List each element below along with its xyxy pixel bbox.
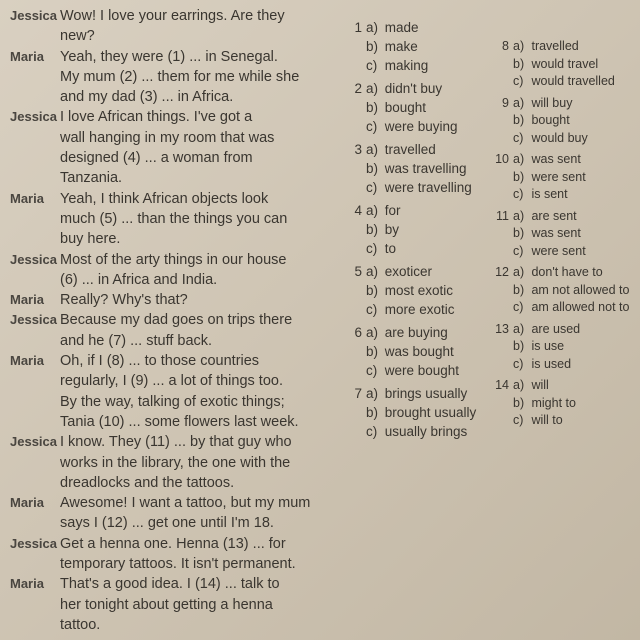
answer-option (487, 112, 637, 130)
option-text: am allowed not to (528, 300, 630, 314)
answer-option (340, 98, 490, 117)
question-item (487, 321, 637, 374)
question-item (487, 95, 637, 148)
dialogue-line: Because my dad goes on trips there (60, 312, 293, 329)
answer-option (487, 356, 637, 374)
question-number: 6 (354, 325, 362, 340)
answer-option (487, 186, 637, 204)
answer-option (340, 300, 490, 319)
answer-option (340, 361, 490, 380)
option-letter: a) (366, 203, 379, 218)
option-letter: c) (366, 424, 378, 439)
option-text: would travelled (528, 74, 615, 88)
dialogue-line: Oh, if I (8) ... to those countries (60, 353, 260, 370)
option-text: most exotic (381, 283, 454, 298)
dialogue-line: and he (7) ... stuff back. (60, 332, 213, 349)
dialogue-line: That's a good idea. I (14) ... talk to (60, 576, 280, 593)
speaker-name: Jessica (10, 434, 57, 450)
dialogue-line: buy here. (60, 231, 121, 248)
speaker-name: Jessica (10, 312, 57, 328)
question-number: 4 (354, 203, 362, 218)
question-number: 13 (495, 321, 509, 336)
option-letter: b) (513, 169, 525, 184)
option-text: brings usually (381, 386, 468, 401)
speaker-name: Maria (10, 353, 44, 369)
option-letter: a) (366, 264, 379, 279)
option-text: was sent (528, 152, 581, 166)
option-letter: a) (366, 325, 379, 340)
option-text: to (381, 241, 397, 256)
dialogue-line: much (5) ... than the things you can (60, 210, 288, 227)
answer-option (340, 342, 490, 361)
answer-option (340, 56, 490, 75)
question-item (340, 384, 490, 441)
question-number: 1 (354, 20, 362, 35)
option-letter: a) (513, 95, 525, 110)
option-letter: a) (366, 81, 379, 96)
speaker-name: Maria (10, 190, 44, 206)
option-letter: a) (513, 208, 525, 223)
option-letter: c) (366, 180, 378, 195)
answer-option (340, 159, 490, 178)
question-number: 14 (495, 378, 509, 392)
dialogue-text (0, 6, 335, 635)
option-letter: c) (513, 187, 524, 201)
answer-option (487, 282, 637, 300)
option-letter: b) (366, 161, 379, 176)
option-text: is sent (528, 187, 568, 201)
option-text: were buying (381, 119, 458, 134)
option-letter: a) (513, 265, 525, 279)
option-letter: b) (513, 56, 525, 71)
speaker-name: Maria (10, 576, 44, 592)
option-text: brought usually (381, 405, 477, 420)
dialogue-turn (0, 310, 335, 351)
dialogue-turn (0, 432, 335, 493)
option-text: is used (528, 356, 572, 371)
question-item (487, 151, 637, 204)
answer-option (487, 243, 637, 261)
answer-option (487, 412, 637, 430)
answer-option (487, 56, 637, 74)
speaker-name: Jessica (10, 109, 57, 125)
option-letter: c) (513, 243, 524, 258)
answer-option (340, 18, 490, 37)
option-letter: c) (513, 413, 524, 427)
option-letter: b) (366, 100, 379, 115)
answer-options-column-1 (340, 18, 490, 445)
speaker-name: Maria (10, 495, 44, 511)
option-text: are used (528, 321, 581, 336)
answer-option (487, 377, 637, 395)
dialogue-turn (0, 107, 335, 188)
answer-option (340, 140, 490, 159)
option-text: travelled (528, 39, 579, 53)
answer-option (487, 225, 637, 243)
option-letter: a) (366, 20, 379, 35)
dialogue-line: Most of the arty things in our house (60, 251, 287, 268)
dialogue-line: (6) ... in Africa and India. (60, 271, 218, 288)
option-letter: a) (513, 378, 525, 392)
question-number: 5 (354, 264, 362, 279)
question-number: 9 (502, 95, 509, 110)
dialogue-line: Get a henna one. Henna (13) ... for (60, 535, 286, 552)
dialogue-turn (0, 250, 335, 291)
answer-option (487, 169, 637, 187)
option-letter: c) (513, 356, 524, 371)
option-text: make (381, 39, 418, 54)
dialogue-line: By the way, talking of exotic things; (60, 393, 285, 410)
dialogue-turn (0, 6, 335, 47)
answer-option (487, 95, 637, 113)
answer-option (340, 281, 490, 300)
question-item (340, 79, 490, 136)
question-number: 3 (354, 142, 362, 157)
dialogue-turn (0, 290, 335, 310)
dialogue-line: Tanzania. (60, 170, 123, 187)
answer-option (340, 262, 490, 281)
answer-option (340, 384, 490, 403)
option-text: by (381, 222, 400, 237)
question-item (340, 262, 490, 319)
dialogue-turn (0, 47, 335, 108)
dialogue-line: says I (12) ... get one until I'm 18. (60, 515, 274, 532)
option-letter: b) (366, 222, 379, 237)
option-letter: b) (513, 226, 525, 240)
option-letter: b) (366, 344, 379, 359)
dialogue-line: Really? Why's that? (60, 292, 188, 309)
question-item (487, 264, 637, 317)
speaker-name: Jessica (10, 535, 57, 551)
dialogue-line: her tonight about getting a henna (60, 596, 273, 613)
answer-option (340, 220, 490, 239)
answer-option (487, 130, 637, 148)
option-letter: c) (366, 119, 378, 134)
option-letter: a) (513, 39, 525, 53)
question-item (487, 208, 637, 261)
option-text: would travel (528, 56, 599, 71)
dialogue-turn (0, 493, 335, 534)
option-text: would buy (528, 130, 588, 145)
option-text: will (528, 378, 549, 392)
option-letter: b) (366, 283, 379, 298)
answer-option (340, 239, 490, 258)
question-number: 11 (496, 208, 509, 223)
option-text: was travelling (381, 161, 467, 176)
answer-option (487, 151, 637, 169)
answer-option (340, 37, 490, 56)
question-number: 12 (495, 265, 509, 279)
option-letter: c) (513, 300, 524, 314)
option-text: made (381, 20, 419, 35)
dialogue-line: Yeah, I think African objects look (60, 190, 269, 207)
option-text: bought (381, 100, 427, 115)
question-number: 10 (495, 152, 509, 166)
option-letter: c) (366, 363, 378, 378)
dialogue-line: I love African things. I've got a (60, 109, 253, 126)
option-letter: a) (513, 152, 525, 166)
answer-option (340, 403, 490, 422)
option-text: is use (528, 339, 565, 353)
option-text: was bought (381, 344, 454, 359)
answer-option (487, 38, 637, 56)
option-text: were bought (381, 363, 460, 378)
option-letter: c) (366, 58, 378, 73)
option-text: were sent (528, 243, 586, 258)
dialogue-line: My mum (2) ... them for me while she (60, 68, 300, 85)
option-text: might to (528, 395, 576, 410)
dialogue-line: dreadlocks and the tattoos. (60, 474, 235, 491)
answer-option (487, 73, 637, 91)
option-text: didn't buy (381, 81, 443, 96)
answer-option (340, 422, 490, 441)
option-text: am not allowed to (528, 282, 630, 297)
option-letter: b) (513, 282, 525, 297)
option-letter: c) (366, 302, 378, 317)
option-text: were travelling (381, 180, 472, 195)
answer-option (487, 395, 637, 413)
option-text: were sent (528, 169, 586, 184)
question-item (340, 140, 490, 197)
dialogue-line: new? (60, 28, 95, 45)
answer-option (487, 299, 637, 317)
question-number: 7 (354, 386, 362, 401)
option-text: are sent (528, 208, 577, 223)
answer-option (340, 201, 490, 220)
answer-option (340, 79, 490, 98)
option-letter: a) (366, 386, 379, 401)
dialogue-line: Tania (10) ... some flowers last week. (60, 413, 299, 430)
option-text: will buy (528, 95, 573, 110)
option-text: making (381, 58, 429, 73)
speaker-name: Jessica (10, 8, 57, 23)
dialogue-line: Yeah, they were (1) ... in Senegal. (60, 48, 278, 65)
option-text: exoticer (381, 264, 433, 279)
dialogue-line: tattoo. (60, 616, 101, 633)
question-item (340, 323, 490, 380)
dialogue-turn (0, 574, 335, 635)
option-text: travelled (381, 142, 436, 157)
dialogue-turn (0, 351, 335, 432)
option-text: more exotic (381, 302, 455, 317)
answer-option (340, 323, 490, 342)
question-item (487, 38, 637, 91)
answer-option (340, 117, 490, 136)
option-text: usually brings (381, 424, 468, 439)
option-text: was sent (528, 226, 581, 240)
dialogue-line: regularly, I (9) ... a lot of things too. (60, 373, 283, 390)
answer-options-column-2 (487, 38, 637, 434)
option-letter: b) (513, 395, 525, 410)
option-text: are buying (381, 325, 448, 340)
option-letter: b) (513, 339, 525, 353)
question-item (340, 201, 490, 258)
option-letter: a) (513, 321, 525, 336)
answer-option (487, 264, 637, 282)
question-item (340, 18, 490, 75)
dialogue-line: and my dad (3) ... in Africa. (60, 89, 234, 106)
dialogue-turn (0, 534, 335, 575)
option-letter: b) (366, 39, 379, 54)
speaker-name: Maria (10, 292, 44, 308)
option-letter: a) (366, 142, 379, 157)
question-item (487, 377, 637, 430)
dialogue-line: Wow! I love your earrings. Are they (60, 8, 285, 24)
speaker-name: Maria (10, 48, 44, 64)
answer-option (487, 321, 637, 339)
option-text: will to (528, 413, 563, 427)
option-letter: c) (366, 241, 378, 256)
answer-option (487, 208, 637, 226)
answer-option (340, 178, 490, 197)
option-letter: c) (513, 130, 524, 145)
option-text: bought (528, 113, 570, 127)
option-text: for (381, 203, 401, 218)
answer-option (487, 338, 637, 356)
dialogue-line: Awesome! I want a tattoo, but my mum (60, 495, 311, 512)
question-number: 2 (354, 81, 362, 96)
dialogue-line: temporary tattoos. It isn't permanent. (60, 556, 296, 573)
option-letter: b) (513, 113, 525, 127)
option-letter: b) (366, 405, 379, 420)
dialogue-line: wall hanging in my room that was (60, 129, 275, 146)
dialogue-line: designed (4) ... a woman from (60, 150, 253, 167)
option-letter: c) (513, 74, 524, 88)
dialogue-line: works in the library, the one with the (60, 454, 291, 471)
dialogue-turn (0, 189, 335, 250)
speaker-name: Jessica (10, 251, 57, 267)
dialogue-line: I know. They (11) ... by that guy who (60, 434, 292, 451)
option-text: don't have to (528, 265, 603, 279)
question-number: 8 (502, 39, 509, 53)
